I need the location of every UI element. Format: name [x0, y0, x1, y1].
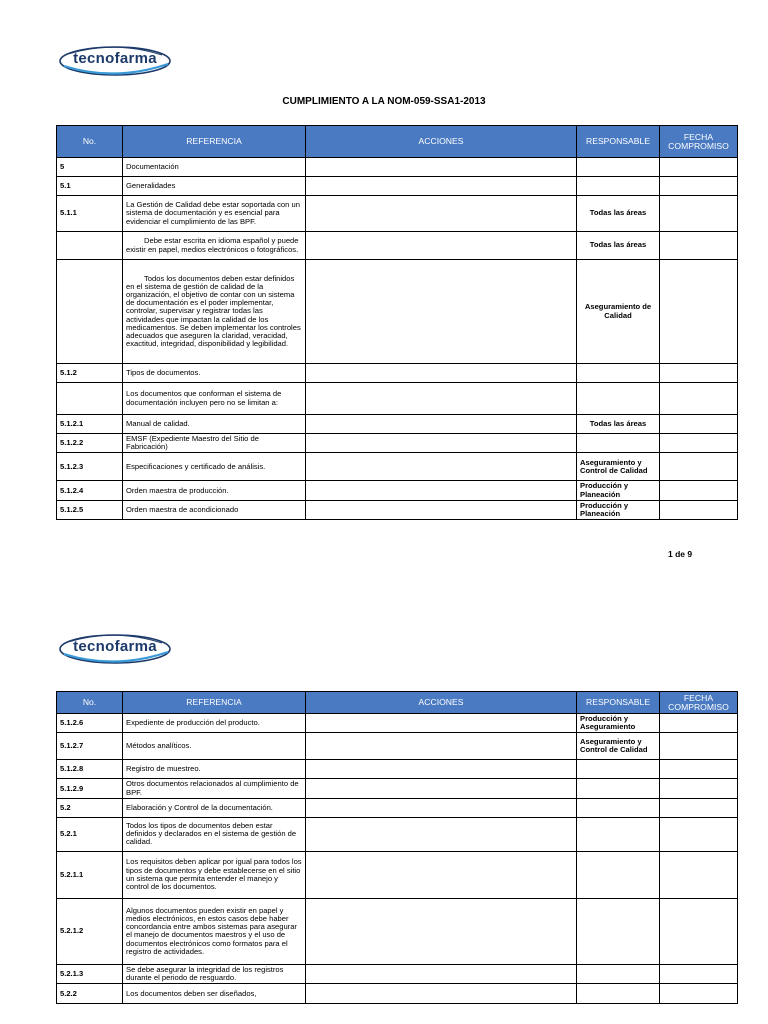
row-responsible: [577, 898, 660, 964]
table-row: [57, 851, 738, 898]
row-actions: [306, 177, 577, 196]
row-commitment-date: [660, 158, 738, 177]
row-actions: [306, 158, 577, 177]
tecnofarma-logo: [58, 630, 172, 668]
tecnofarma-logo: [58, 42, 172, 80]
header-fecha-compromiso: FECHA COMPROMISO: [660, 692, 738, 714]
row-commitment-date: [660, 415, 738, 434]
row-responsible: [577, 158, 660, 177]
header-acciones: ACCIONES: [306, 692, 577, 714]
row-commitment-date: [660, 851, 738, 898]
row-commitment-date: [660, 434, 738, 453]
row-responsible: [577, 177, 660, 196]
table-row: [57, 481, 738, 500]
row-number: 5.1.2.9: [57, 779, 123, 798]
row-reference: Todos los tipos de documentos deben estar definidos y declarados en el sistema de gestión de calidad.: [123, 817, 306, 851]
row-reference: Todos los documentos deben estar definidos en el sistema de gestión de calidad de la organización, el objetivo de contar con un sistema de documentación es el poder implementar, controlar, supervisar y registrar todas las actividades que impactan la calidad de los medicamentos. Se deben implementar los controles adecuados que aseguren la claridad, veracidad, exactitud, integridad, disponibilidad y legibilidad.: [123, 260, 306, 364]
row-number: 5.1.2: [57, 364, 123, 383]
row-reference: Otros documentos relacionados al cumplimiento de BPF.: [123, 779, 306, 798]
row-number: 5.2.2: [57, 984, 123, 1004]
row-number: 5.1.2.5: [57, 500, 123, 519]
compliance-table-page-1: [56, 125, 738, 520]
row-commitment-date: [660, 817, 738, 851]
row-reference: Se debe asegurar la integridad de los registros durante el periodo de resguardo.: [123, 964, 306, 983]
compliance-table-page-2: [56, 691, 738, 1004]
row-actions: [306, 260, 577, 364]
row-commitment-date: [660, 260, 738, 364]
row-responsible: Todas las áreas: [577, 415, 660, 434]
row-responsible: [577, 964, 660, 983]
row-actions: [306, 984, 577, 1004]
row-number: [57, 260, 123, 364]
row-responsible: [577, 760, 660, 779]
table-row: [57, 415, 738, 434]
row-responsible: Producción y Aseguramiento: [577, 714, 660, 733]
row-number: 5.2: [57, 798, 123, 817]
table-row: [57, 714, 738, 733]
row-number: 5.1.2.7: [57, 733, 123, 760]
row-number: 5.1.2.2: [57, 434, 123, 453]
row-responsible: Producción y Planeación: [577, 500, 660, 519]
row-reference: Debe estar escrita en idioma español y puede existir en papel, medios electrónicos o fotográficos.: [123, 232, 306, 260]
row-responsible: [577, 779, 660, 798]
header-no: No.: [57, 126, 123, 158]
row-actions: [306, 383, 577, 415]
row-commitment-date: [660, 481, 738, 500]
row-reference: Expediente de producción del producto.: [123, 714, 306, 733]
row-responsible: [577, 434, 660, 453]
logo-text: tecnofarma: [73, 50, 157, 67]
row-commitment-date: [660, 733, 738, 760]
row-number: 5.1: [57, 177, 123, 196]
header-responsable: RESPONSABLE: [577, 692, 660, 714]
table-row: [57, 232, 738, 260]
table-row: [57, 779, 738, 798]
row-number: 5.2.1: [57, 817, 123, 851]
header-no: No.: [57, 692, 123, 714]
table-row: [57, 177, 738, 196]
table-row: [57, 984, 738, 1004]
row-number: 5.1.2.6: [57, 714, 123, 733]
row-reference: Los documentos que conforman el sistema de documentación incluyen pero no se limitan a:: [123, 383, 306, 415]
row-responsible: Todas las áreas: [577, 196, 660, 232]
row-actions: [306, 434, 577, 453]
row-actions: [306, 779, 577, 798]
row-responsible: Aseguramiento y Control de Calidad: [577, 453, 660, 481]
row-reference: Orden maestra de producción.: [123, 481, 306, 500]
row-commitment-date: [660, 453, 738, 481]
table-row: [57, 158, 738, 177]
table-row: [57, 383, 738, 415]
table-row: [57, 453, 738, 481]
row-actions: [306, 798, 577, 817]
row-actions: [306, 733, 577, 760]
row-commitment-date: [660, 984, 738, 1004]
header-referencia: REFERENCIA: [123, 126, 306, 158]
row-commitment-date: [660, 714, 738, 733]
row-reference: Los documentos deben ser diseñados,: [123, 984, 306, 1004]
row-reference: Tipos de documentos.: [123, 364, 306, 383]
row-number: [57, 232, 123, 260]
table-row: [57, 760, 738, 779]
row-reference: Algunos documentos pueden existir en papel y medios electrónicos, en estos casos debe haber concordancia entre ambos sistemas para asegurar el manejo de documentos maestros y el uso de documentos electrónicos como formatos para el registro de actividades.: [123, 898, 306, 964]
header-acciones: ACCIONES: [306, 126, 577, 158]
row-actions: [306, 898, 577, 964]
row-responsible: Producción y Planeación: [577, 481, 660, 500]
table-row: [57, 500, 738, 519]
row-commitment-date: [660, 964, 738, 983]
table-row: [57, 817, 738, 851]
row-number: 5.2.1.1: [57, 851, 123, 898]
row-commitment-date: [660, 798, 738, 817]
row-reference: La Gestión de Calidad debe estar soportada con un sistema de documentación y es esencial para evidenciar el cumplimiento de las BPF.: [123, 196, 306, 232]
row-responsible: [577, 383, 660, 415]
row-commitment-date: [660, 177, 738, 196]
row-number: [57, 383, 123, 415]
row-actions: [306, 760, 577, 779]
table-row: [57, 898, 738, 964]
logo-text: tecnofarma: [73, 638, 157, 655]
table-row: [57, 196, 738, 232]
row-actions: [306, 196, 577, 232]
row-responsible: [577, 798, 660, 817]
row-reference: Documentación: [123, 158, 306, 177]
row-number: 5.1.2.3: [57, 453, 123, 481]
row-actions: [306, 453, 577, 481]
row-number: 5.2.1.2: [57, 898, 123, 964]
row-reference: EMSF (Expediente Maestro del Sitio de Fabricación): [123, 434, 306, 453]
row-number: 5.1.2.8: [57, 760, 123, 779]
row-reference: Manual de calidad.: [123, 415, 306, 434]
row-commitment-date: [660, 500, 738, 519]
row-actions: [306, 481, 577, 500]
row-reference: Generalidades: [123, 177, 306, 196]
row-actions: [306, 714, 577, 733]
row-actions: [306, 817, 577, 851]
row-reference: Elaboración y Control de la documentación.: [123, 798, 306, 817]
row-responsible: [577, 984, 660, 1004]
row-actions: [306, 964, 577, 983]
table-row: [57, 434, 738, 453]
header-fecha-compromiso: FECHA COMPROMISO: [660, 126, 738, 158]
row-number: 5: [57, 158, 123, 177]
table-row: [57, 798, 738, 817]
row-number: 5.1.2.1: [57, 415, 123, 434]
row-commitment-date: [660, 196, 738, 232]
row-commitment-date: [660, 383, 738, 415]
row-number: 5.1.2.4: [57, 481, 123, 500]
table-row: [57, 260, 738, 364]
page-number: 1 de 9: [668, 549, 693, 559]
row-reference: Especificaciones y certificado de análisis.: [123, 453, 306, 481]
row-commitment-date: [660, 232, 738, 260]
row-commitment-date: [660, 898, 738, 964]
row-commitment-date: [660, 760, 738, 779]
header-referencia: REFERENCIA: [123, 692, 306, 714]
header-responsable: RESPONSABLE: [577, 126, 660, 158]
table-row: [57, 733, 738, 760]
row-responsible: [577, 817, 660, 851]
row-responsible: Aseguramiento de Calidad: [577, 260, 660, 364]
row-actions: [306, 500, 577, 519]
row-reference: Orden maestra de acondicionado: [123, 500, 306, 519]
row-responsible: [577, 851, 660, 898]
row-reference: Métodos analíticos.: [123, 733, 306, 760]
row-responsible: Todas las áreas: [577, 232, 660, 260]
row-responsible: [577, 364, 660, 383]
row-number: 5.2.1.3: [57, 964, 123, 983]
row-reference: Los requisitos deben aplicar por igual para todos los tipos de documentos y debe establecerse en el sitio un sistema que permita entender el manejo y control de los documentos.: [123, 851, 306, 898]
row-actions: [306, 851, 577, 898]
row-actions: [306, 232, 577, 260]
row-commitment-date: [660, 779, 738, 798]
row-commitment-date: [660, 364, 738, 383]
table-row: [57, 364, 738, 383]
row-responsible: Aseguramiento y Control de Calidad: [577, 733, 660, 760]
row-number: 5.1.1: [57, 196, 123, 232]
row-reference: Registro de muestreo.: [123, 760, 306, 779]
row-actions: [306, 364, 577, 383]
row-actions: [306, 415, 577, 434]
table-row: [57, 964, 738, 983]
document-title: CUMPLIMIENTO A LA NOM-059-SSA1-2013: [282, 96, 486, 107]
